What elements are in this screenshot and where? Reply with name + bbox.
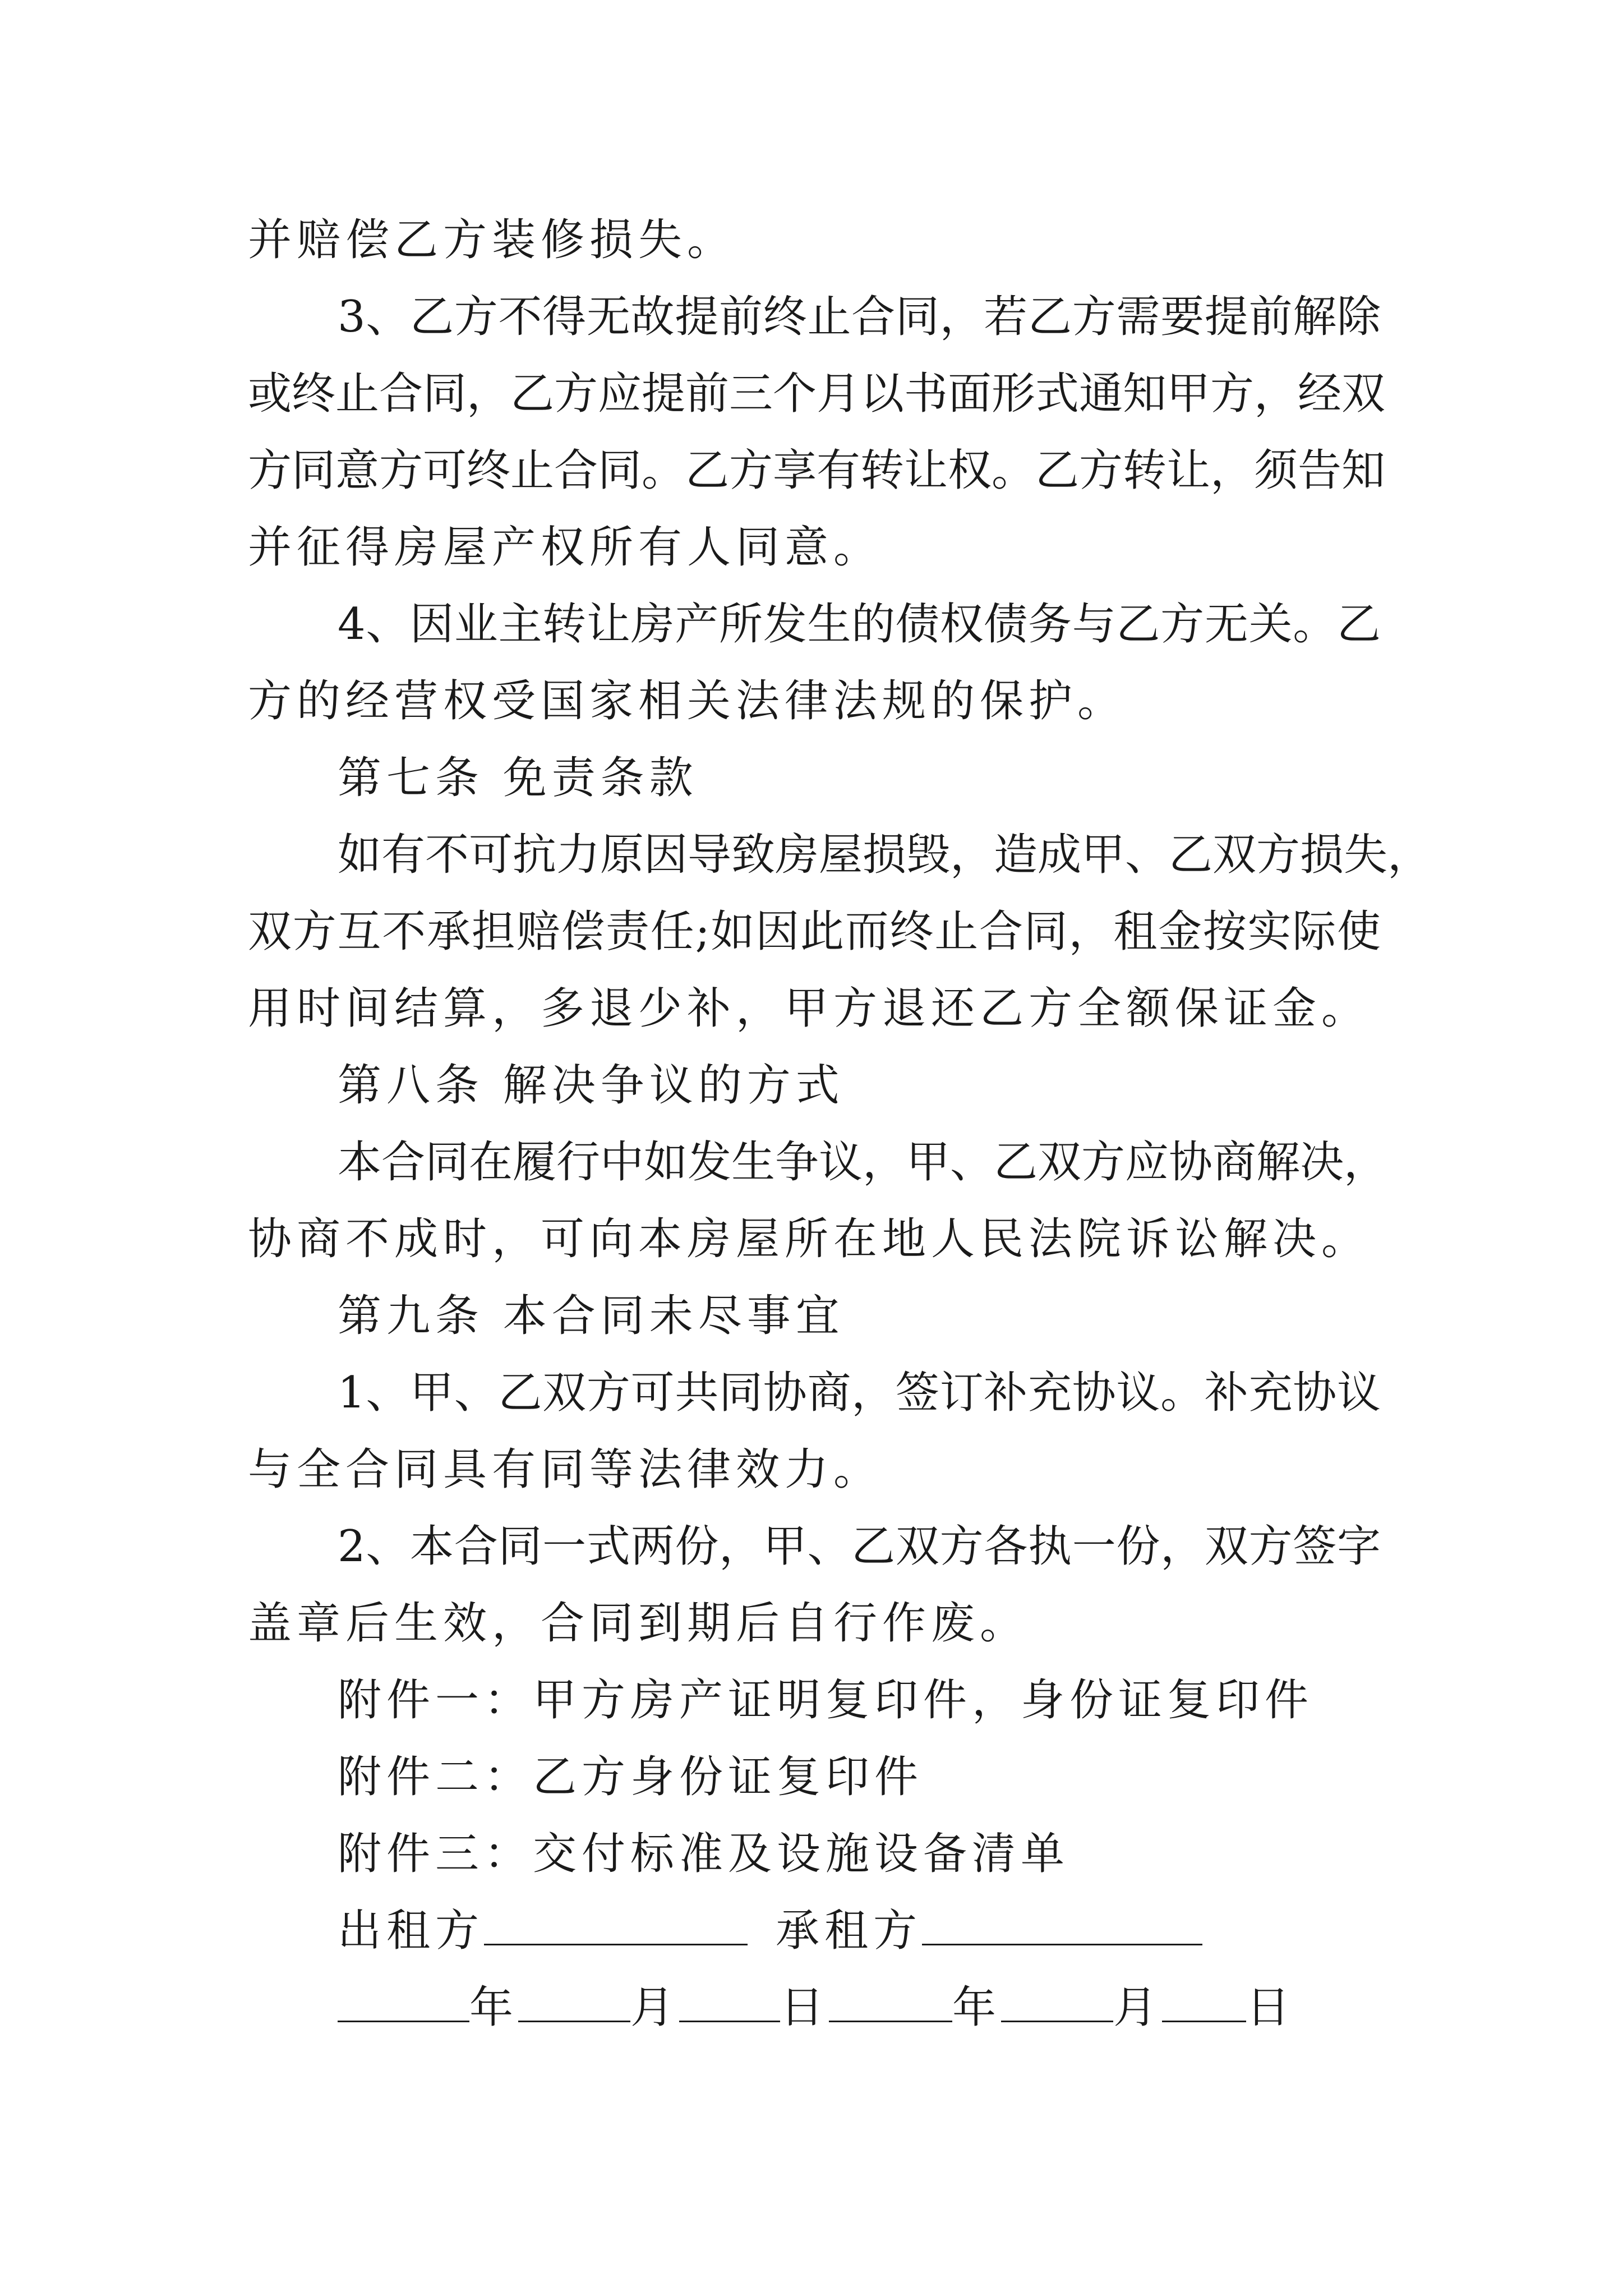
- date-blank: [338, 1987, 469, 2022]
- paragraph-line: 与全合同具有同等法律效力。: [248, 1444, 883, 1495]
- paragraph-line: 用时间结算，多退少补，甲方退还乙方全额保证金。: [248, 983, 1371, 1034]
- date-line: [248, 1970, 1381, 2046]
- date-blank: [829, 1987, 952, 2022]
- paragraph-line: 3、乙方不得无故提前终止合同，若乙方需要提前解除: [338, 292, 1381, 342]
- date-blank: [1162, 1987, 1246, 2022]
- month-label: 月: [1113, 1982, 1163, 2033]
- year-label: 年: [469, 1982, 519, 2033]
- date-blank: [1001, 1987, 1113, 2022]
- attachment-2: 附件二：乙方身份证复印件: [338, 1752, 924, 1802]
- paragraph-line: 如有不可抗力原因导致房屋损毁，造成甲、乙双方损失，: [338, 830, 1432, 880]
- paragraph-line: 1、甲、乙双方可共同协商，签订补充协议。补充协议: [338, 1368, 1381, 1418]
- paragraph-line: 双方互不承担赔偿责任;如因此而终止合同，租金按实际使: [248, 907, 1381, 957]
- lessee-label: 承租方: [776, 1906, 923, 1956]
- attachment-1: 附件一：甲方房产证明复印件，身份证复印件: [338, 1675, 1314, 1726]
- day-label: 日: [1246, 1982, 1295, 2033]
- section-heading-7: 第七条 免责条款: [338, 753, 698, 803]
- attachment-3: 附件三：交付标准及设施设备清单: [338, 1829, 1070, 1879]
- paragraph-line: 并赔偿乙方装修损失。: [248, 215, 736, 265]
- contract-body: [248, 202, 1432, 2046]
- paragraph-line: 本合同在履行中如发生争议，甲、乙双方应协商解决，: [338, 1137, 1388, 1188]
- paragraph-line: 盖章后生效，合同到期后自行作废。: [248, 1598, 1029, 1649]
- paragraph-line: 协商不成时，可向本房屋所在地人民法院诉讼解决。: [248, 1214, 1371, 1264]
- date-blank: [518, 1987, 630, 2022]
- signature-line: [248, 1893, 1381, 1970]
- lessee-blank: [922, 1910, 1202, 1945]
- lessor-label: 出租方: [338, 1906, 485, 1956]
- section-heading-8: 第八条 解决争议的方式: [338, 1060, 845, 1111]
- lessor-blank: [484, 1910, 748, 1945]
- year-label: 年: [952, 1982, 1002, 2033]
- paragraph-line: 方同意方可终止合同。乙方享有转让权。乙方转让，须告知: [248, 445, 1386, 496]
- month-label: 月: [630, 1982, 680, 2033]
- section-heading-9: 第九条 本合同未尽事宜: [338, 1291, 845, 1341]
- paragraph-line: 方的经营权受国家相关法律法规的保护。: [248, 676, 1127, 726]
- day-label: 日: [780, 1982, 829, 2033]
- paragraph-line: 或终止合同，乙方应提前三个月以书面形式通知甲方，经双: [248, 369, 1386, 419]
- paragraph-line: 4、因业主转让房产所发生的债权债务与乙方无关。乙: [338, 599, 1381, 650]
- date-blank: [679, 1987, 780, 2022]
- paragraph-line: 2、本合同一式两份，甲、乙双方各执一份，双方签字: [338, 1521, 1381, 1572]
- paragraph-line: 并征得房屋产权所有人同意。: [248, 522, 883, 573]
